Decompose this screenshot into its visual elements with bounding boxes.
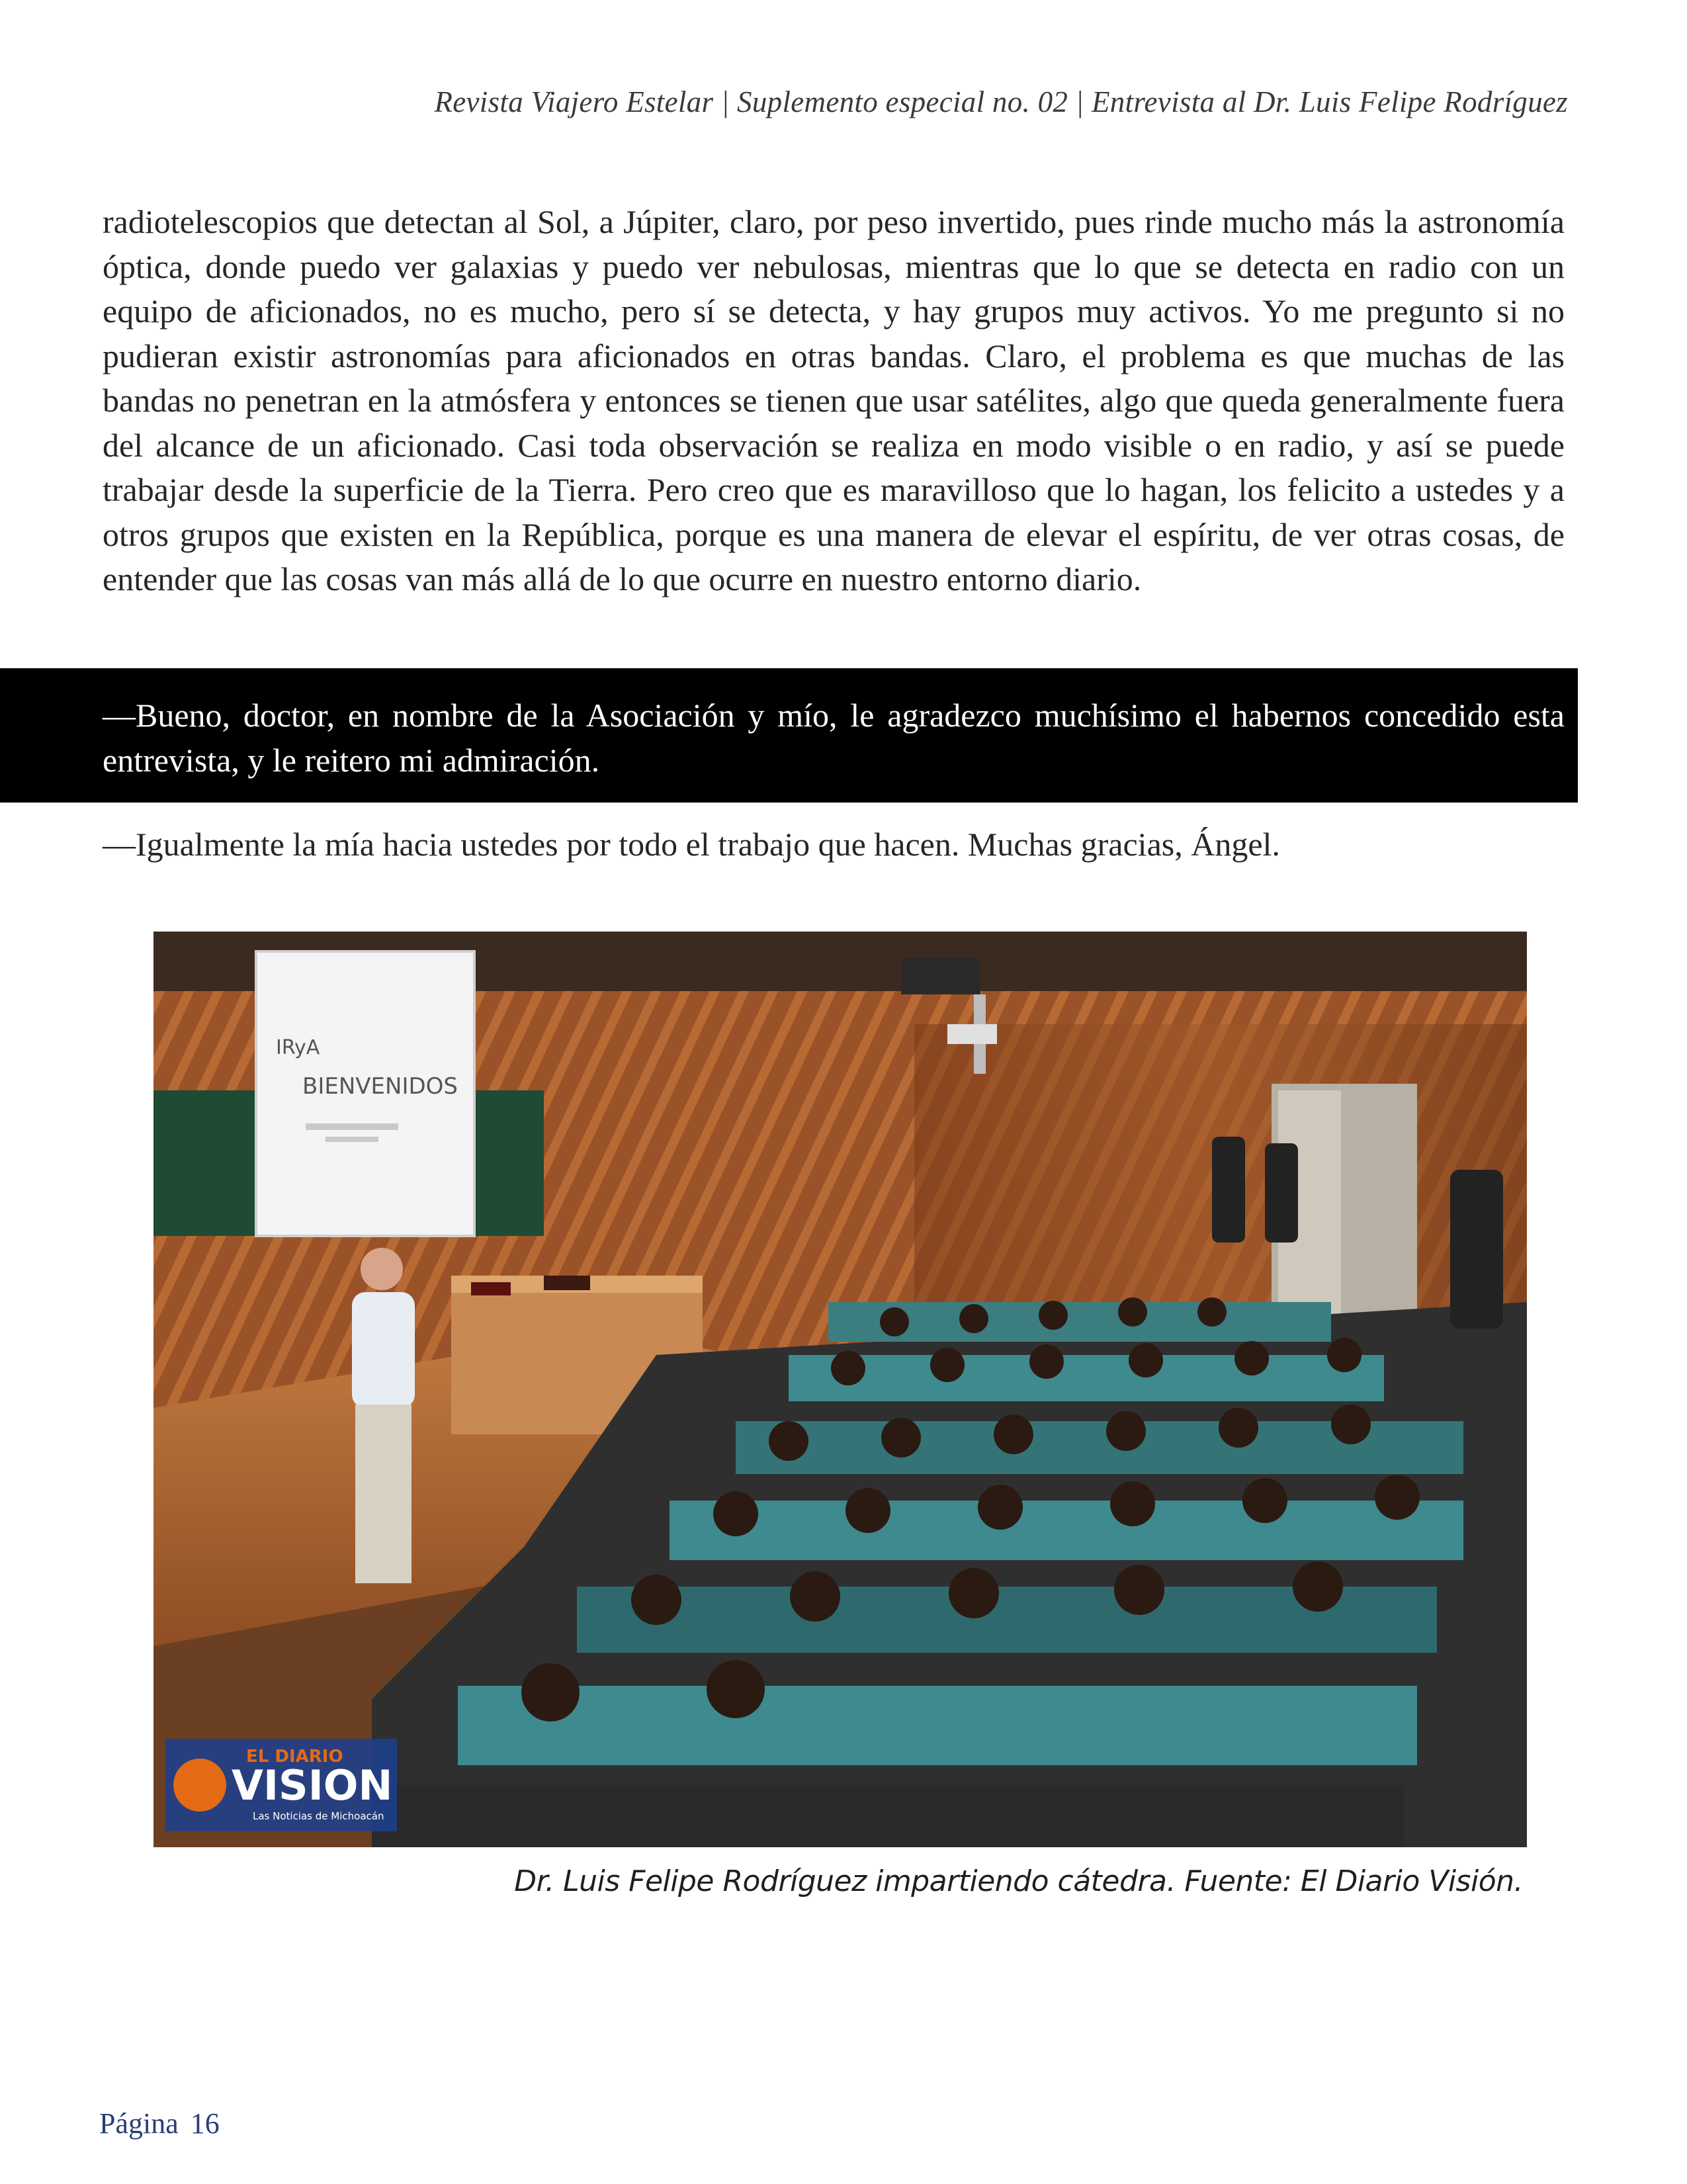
watermark-main: VISION <box>232 1761 393 1810</box>
lecture-photo <box>153 932 1527 1847</box>
ceiling-projector <box>901 958 980 994</box>
page-footer <box>99 2107 232 2140</box>
watermark-top: EL DIARIO <box>246 1747 343 1767</box>
watermark-sub: Las Noticias de Michoacán <box>253 1810 384 1822</box>
screen-welcome: BIENVENIDOS <box>302 1073 458 1100</box>
el-diario-vision-watermark <box>165 1739 397 1831</box>
interviewee-reply: —Igualmente la mía hacia ustedes por todo el trabajo que hacen. Muchas gracias, Ángel. <box>103 826 1280 863</box>
photo-caption: Dr. Luis Felipe Rodríguez impartiendo cátedra. Fuente: El Diario Visión. <box>514 1864 1523 1898</box>
interviewer-quote: —Bueno, doctor, en nombre de la Asociación y mío, le agradezco muchísimo el habernos concedido esta entrevista, y le reitero mi admiración. <box>103 697 1565 779</box>
interviewer-quote-band <box>0 668 1578 803</box>
running-header: Revista Viajero Estelar | Suplemento especial no. 02 | Entrevista al Dr. Luis Felipe Rodríguez <box>434 85 1568 118</box>
lecturer <box>352 1248 415 1583</box>
screen-logo: IRyA <box>276 1036 320 1059</box>
page-label: Página <box>99 2107 179 2140</box>
page-number: 16 <box>190 2107 220 2140</box>
body-paragraph: radiotelescopios que detectan al Sol, a Júpiter, claro, por peso invertido, pues rinde mucho más la astronomía óptica, donde puedo ver galaxias y puedo ver nebulosas, mientras que lo que se detecta en radio con un equipo de aficionados, no es mucho, pero sí se detecta, y hay grupos muy activos. Yo me pregunto si no pudieran existir astronomías para aficionados en otras bandas. Claro, el problema es que muchas de las bandas no penetran en la atmósfera y entonces se tienen que usar satélites, algo que queda generalmente fuera del alcance de un aficionado. Casi toda observación se realiza en modo visible o en radio, y así se puede trabajar desde la superficie de la Tierra. Pero creo que es maravilloso que lo hagan, los felicito a ustedes y a otros grupos que existen en la República, porque es una manera de elevar el espíritu, de ver otras cosas, de entender que las cosas van más allá de lo que ocurre en nuestro entorno diario. <box>103 203 1565 597</box>
